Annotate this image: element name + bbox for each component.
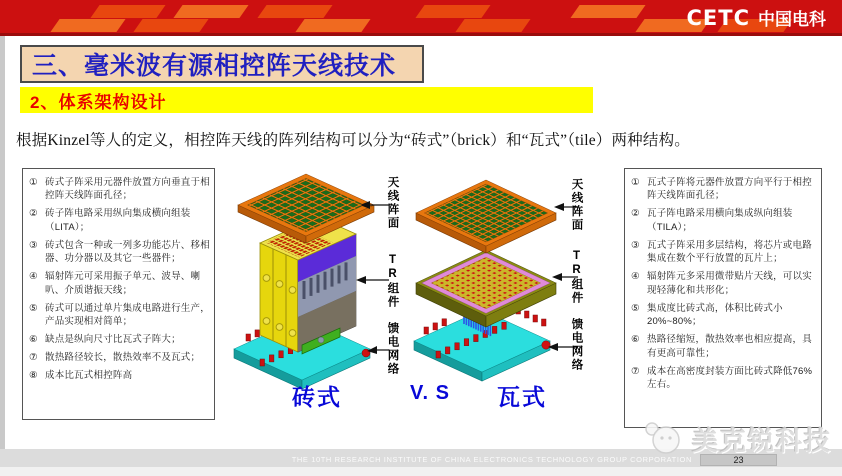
- item-number: ⑦: [29, 352, 38, 364]
- item-number: ⑤: [631, 302, 640, 314]
- item-number: ①: [631, 177, 640, 188]
- list-item: [29, 176, 210, 203]
- item-number: ⑧: [29, 370, 38, 382]
- list-item: [29, 302, 210, 329]
- item-text: 成本比瓦式相控阵高: [45, 370, 133, 382]
- brick-diagram: [234, 174, 389, 389]
- item-number: ③: [631, 239, 640, 251]
- item-text: 瓦式子阵采用多层结构，将芯片或电路集成在数个平行放置的瓦片上；: [647, 239, 812, 265]
- list-item: [29, 351, 210, 364]
- item-text: 成本在高密度封装方面比砖式降低76%左右。: [647, 365, 813, 391]
- intro-text: 根据Kinzel等人的定义，相控阵天线的阵列结构可以分为“砖式”（brick）和“瓦式”（tile）两种结构。: [16, 132, 690, 149]
- section-header-bar: [20, 87, 593, 113]
- item-text: 散热路径较长，散热效率不及瓦式；: [45, 352, 201, 364]
- banner-pattern: [570, 5, 645, 18]
- footer-institute-text: THE 10TH RESEARCH INSTITUTE OF CHINA ELECTRONICS TECHNOLOGY GROUP CORPORATION: [291, 455, 692, 464]
- feed-port-dot: [542, 341, 550, 349]
- list-item: [29, 207, 210, 234]
- banner-pattern: [50, 19, 125, 32]
- item-text: 瓦子阵电路采用横向集成纵向组装（TILA）；: [647, 208, 793, 233]
- item-number: ②: [631, 208, 640, 220]
- exploded-view-diagram: [218, 163, 622, 403]
- tile-antenna-board: [416, 180, 556, 253]
- banner-pattern: [173, 5, 248, 18]
- list-item: [631, 176, 817, 203]
- item-number: ⑥: [631, 334, 640, 346]
- item-number: ⑥: [29, 334, 38, 346]
- label-feed-network-left: 馈电网络: [386, 322, 399, 376]
- list-item: [631, 302, 817, 329]
- item-number: ④: [29, 271, 38, 283]
- item-text: 辐射阵元可采用振子单元、波导、喇叭、介质谐振天线；: [45, 271, 201, 296]
- label-tr-module-right: TR组件: [570, 250, 583, 305]
- item-text: 热路径缩短，散热效率也相应提高，具有更高可靠性；: [647, 334, 812, 359]
- banner-pattern: [133, 19, 208, 32]
- list-item: [29, 270, 210, 297]
- section-title: 2、体系架构设计: [30, 92, 167, 112]
- list-item: [29, 369, 210, 382]
- list-item: [631, 270, 817, 297]
- cetc-logo-chinese: 中国电科: [758, 10, 826, 29]
- item-text: 砖式子阵采用元器件放置方向垂直于相控阵天线阵面孔径；: [45, 177, 210, 202]
- brick-notes-box: [22, 168, 215, 420]
- label-antenna-array-right: 天线阵面: [570, 178, 583, 232]
- label-tr-module-left: TR组件: [386, 254, 399, 309]
- item-number: ④: [631, 271, 640, 283]
- list-item: [631, 207, 817, 234]
- item-text: 集成度比砖式高，体积比砖式小20%~80%；: [647, 302, 783, 328]
- watermark-text: 美克锐科技: [691, 425, 832, 456]
- label-antenna-array-left: 天线阵面: [386, 176, 399, 230]
- cetc-logo-text: CETC: [686, 6, 750, 30]
- item-number: ⑦: [631, 365, 640, 377]
- item-text: 缺点是纵向尺寸比瓦式子阵大；: [45, 334, 181, 346]
- item-number: ②: [29, 208, 38, 220]
- item-text: 辐射阵元多采用微带贴片天线，可以实现轻薄化和共形化；: [647, 271, 812, 296]
- list-item: [631, 365, 817, 392]
- caption-tile: 瓦式: [497, 384, 547, 410]
- list-item: [631, 239, 817, 266]
- caption-brick: 砖式: [292, 384, 342, 410]
- item-number: ③: [29, 239, 38, 251]
- caption-vs: V. S: [410, 382, 450, 404]
- item-number: ⑤: [29, 302, 38, 314]
- item-text: 瓦式子阵将元器件放置方向平行于相控阵天线阵面孔径；: [647, 177, 812, 202]
- footer-sub-bar: [0, 467, 842, 476]
- item-number: ①: [29, 177, 38, 188]
- slide-title-box: [20, 45, 424, 83]
- label-feed-network-right: 馈电网络: [570, 318, 583, 372]
- banner-pattern: [257, 5, 332, 18]
- page-number: 23: [733, 455, 744, 465]
- top-banner: [0, 0, 842, 36]
- list-item: [29, 239, 210, 266]
- tile-diagram: [414, 180, 578, 381]
- watermark-logo-icon: [642, 420, 686, 458]
- item-text: 砖子阵电路采用纵向集成横向组装（LITA）；: [45, 208, 191, 233]
- banner-pattern: [415, 5, 490, 18]
- item-text: 砖式包含一种或一列多功能芯片、移相器、功分器以及其它一些器件；: [45, 239, 210, 265]
- list-item: [29, 333, 210, 346]
- watermark: [642, 420, 832, 458]
- banner-pattern: [90, 5, 165, 18]
- brick-label-arrows: [356, 201, 389, 354]
- banner-pattern: [455, 19, 530, 32]
- cetc-logo: [687, 5, 827, 30]
- slide-left-edge: [0, 36, 5, 476]
- banner-pattern: [295, 19, 370, 32]
- page-title: 三、毫米波有源相控阵天线技术: [32, 52, 397, 80]
- list-item: [631, 333, 817, 360]
- item-text: 砖式可以通过单片集成电路进行生产，产品实现相对简单；: [45, 302, 210, 328]
- tile-notes-box: [624, 168, 822, 428]
